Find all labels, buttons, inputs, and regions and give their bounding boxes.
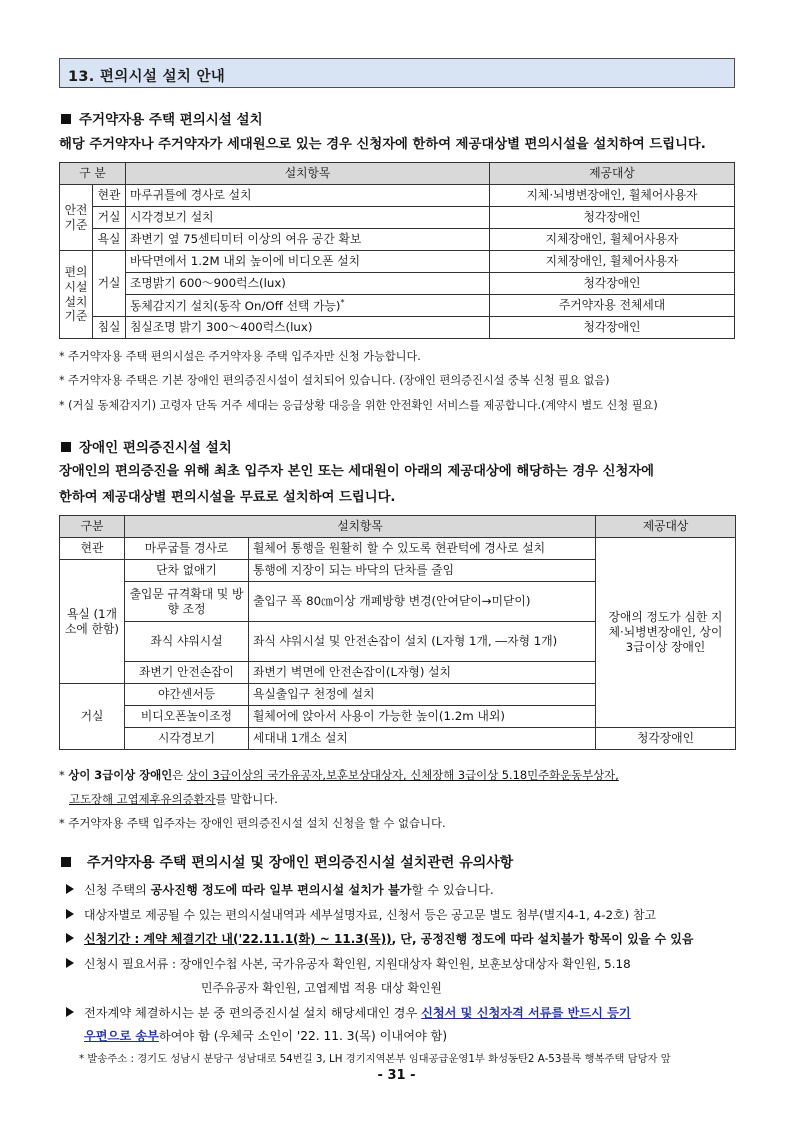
target-cell: 청각장애인 <box>490 273 735 295</box>
sec2-intro-line1: 장애인의 편의증진을 위해 최초 입주자 본인 또는 세대원이 아래의 제공대상에 해당하는 경우 신청자에 <box>59 464 655 479</box>
sec1-note: * 주거약자용 주택 편의시설은 주거약자용 주택 입주자만 신청 가능합니다. <box>59 350 421 363</box>
item-desc-cell: 통행에 지장이 되는 바닥의 단차를 줄임 <box>249 560 596 582</box>
group-label: 편의 시설 설치 기준 <box>60 251 93 339</box>
sec1-heading <box>61 108 263 128</box>
target-cell: 주거약자용 전체세대 <box>490 295 735 317</box>
notice-item-cont <box>84 1027 447 1044</box>
notice-text: 신청시 필요서류 : 장애인수첩 사본, 국가유공자 확인원, 지원대상자 확인원, 보훈보상대상자 확인원, 5.18 <box>84 957 631 971</box>
notice-highlight: 우편으로 송부 <box>84 1029 159 1043</box>
target-cell: 지체장애인, 휠체어사용자 <box>490 251 735 273</box>
notice-item <box>66 1004 631 1021</box>
sec2-heading-text: 장애인 편의증진시설 설치 <box>79 440 232 456</box>
sec2-heading <box>61 436 232 456</box>
header-cell: 설치항목 <box>126 163 490 185</box>
note-bold: 상이 3급이상 장애인 <box>68 768 173 782</box>
target-cell: 청각장애인 <box>596 728 736 750</box>
table-row <box>60 207 735 229</box>
table-header-row <box>60 516 736 538</box>
item-name-cell: 좌변기 안전손잡이 <box>125 662 249 684</box>
sec2-note1: * 상이 3급이상 장애인은 상이 3급이상의 국가유공자,보훈보상대상자, 신체장해 3급이상 5.18민주화운동부상자, <box>59 768 619 782</box>
arrow-bullet-icon <box>66 884 74 894</box>
place-cell: 현관 <box>93 185 126 207</box>
sec2-intro-line2: 한하여 제공대상별 편의시설을 무료로 설치하여 드립니다. <box>59 490 396 505</box>
header-cell: 구분 <box>60 516 125 538</box>
table-header-row <box>60 163 735 185</box>
table-row <box>60 251 735 273</box>
notice-item <box>66 955 631 972</box>
item-cell: 바닥면에서 1.2M 내외 높이에 비디오폰 설치 <box>126 251 490 273</box>
header-cell: 제공대상 <box>596 516 736 538</box>
table-row <box>60 273 735 295</box>
square-bullet-icon <box>61 114 71 124</box>
notice-text: 하여야 함 (우체국 소인이 '22. 11. 3(목) 이내여야 함) <box>158 1029 448 1043</box>
item-cell: 마루귀틀에 경사로 설치 <box>126 185 490 207</box>
target-cell: 청각장애인 <box>490 317 735 339</box>
section-title: 13. 편의시설 설치 안내 <box>68 69 226 85</box>
notice-text: , 단, 공정진행 정도에 따라 설치불가 항목이 있을 수 있음 <box>391 932 694 946</box>
item-name-cell: 시각경보기 <box>125 728 249 750</box>
sec1-intro: 해당 주거약자나 주거약자가 세대원으로 있는 경우 신청자에 한하여 제공대상별 편의시설을 설치하여 드립니다. <box>59 137 706 152</box>
item-desc-cell: 세대내 1개소 설치 <box>249 728 596 750</box>
sec1-note: * 주거약자용 주택은 기본 장애인 편의증진시설이 설치되어 있습니다. (장애인 편의증진시설 중복 신청 필요 없음) <box>59 374 610 387</box>
table-row <box>60 295 735 317</box>
item-cell: 좌변기 옆 75센티미터 이상의 여유 공간 확보 <box>126 229 490 251</box>
sec3-heading-text: 주거약자용 주택 편의시설 및 장애인 편의증진시설 설치관련 유의사항 <box>87 855 514 871</box>
notice-text: 할 수 있습니다. <box>411 883 494 897</box>
item-desc-cell: 욕실출입구 천정에 설치 <box>249 684 596 706</box>
sec1-heading-text: 주거약자용 주택 편의시설 설치 <box>79 112 263 128</box>
notice-text: 대상자별로 제공될 수 있는 편의시설내역과 세부설명자료, 신청서 등은 공고문 별도 첨부(별지4-1, 4-2호) 참고 <box>84 908 656 922</box>
notice-underline: 신청기간 : 계약 체결기간 내('22.11.1(화) ~ 11.3(목)) <box>84 932 392 946</box>
item-name-cell: 야간센서등 <box>125 684 249 706</box>
place-cell: 거실 <box>93 207 126 229</box>
section-title-box <box>59 58 735 88</box>
place-cell: 현관 <box>60 538 125 560</box>
note-text: 은 <box>172 768 184 782</box>
notice-highlight: 신청서 및 신청자격 서류를 반드시 등기 <box>421 1006 631 1020</box>
item-cell: 조명밝기 600～900럭스(lux) <box>126 273 490 295</box>
sec1-note: * (거실 동체감지기) 고령자 단독 거주 세대는 응급상황 대응을 위한 안전확인 서비스를 제공합니다.(계약시 별도 신청 필요) <box>59 399 658 412</box>
item-text: 동체감지기 설치(동작 On/Off 선택 가능) <box>130 298 341 313</box>
item-name-cell: 마루굽틀 경사로 <box>125 538 249 560</box>
arrow-bullet-icon <box>66 933 74 943</box>
mailing-address: * 발송주소 : 경기도 성남시 분당구 성남대로 54번길 3, LH 경기지역본부 임대공급운영1부 화성동탄2 A-53블록 행복주택 담당자 앞 <box>79 1053 671 1065</box>
item-desc-cell: 휠체어 통행을 원활히 할 수 있도록 현관턱에 경사로 설치 <box>249 538 596 560</box>
item-cell: 시각경보기 설치 <box>126 207 490 229</box>
item-desc-cell: 좌변기 벽면에 안전손잡이(L자형) 설치 <box>249 662 596 684</box>
note-text: 를 말합니다. <box>215 792 278 806</box>
note-underline: 고도장해 고엽제후유의증환자 <box>69 792 216 806</box>
group-label: 안전 기준 <box>60 185 93 251</box>
elderly-facility-table <box>59 162 735 339</box>
place-cell: 거실 <box>60 684 125 750</box>
table-row <box>60 538 736 560</box>
arrow-bullet-icon <box>66 1007 74 1017</box>
square-bullet-icon <box>61 857 71 867</box>
place-cell: 욕실 <box>93 229 126 251</box>
notice-text: 전자계약 체결하시는 분 중 편의증진시설 설치 해당세대인 경우 <box>84 1006 418 1020</box>
target-cell: 지체·뇌병변장애인, 휠체어사용자 <box>490 185 735 207</box>
page-number: - 31 - <box>377 1068 416 1083</box>
notice-text: 신청 주택의 <box>84 883 147 897</box>
item-desc-cell: 휠체어에 앉아서 사용이 가능한 높이(1.2m 내외) <box>249 706 596 728</box>
sec3-heading <box>61 852 513 872</box>
notice-bold: 공사진행 정도에 따라 일부 편의시설 설치가 불가 <box>150 883 412 897</box>
table-row <box>60 185 735 207</box>
item-name-cell: 비디오폰높이조정 <box>125 706 249 728</box>
place-cell: 욕실 (1개소에 한함) <box>60 560 125 684</box>
table-row <box>60 728 736 750</box>
item-cell: 침실조명 밝기 300～400럭스(lux) <box>126 317 490 339</box>
notice-item <box>66 881 494 898</box>
item-desc-cell: 좌식 샤워시설 및 안전손잡이 설치 (L자형 1개, ―자형 1개) <box>249 622 596 662</box>
notice-item <box>66 906 656 923</box>
notice-item-cont: 민주유공자 확인원, 고엽제법 적용 대상 확인원 <box>201 981 442 995</box>
item-desc-cell: 출입구 폭 80㎝이상 개폐방향 변경(안여닫이→미닫이) <box>249 582 596 622</box>
square-bullet-icon <box>61 442 71 452</box>
disability-facility-table <box>59 515 736 750</box>
table-row <box>60 229 735 251</box>
item-cell <box>126 295 490 317</box>
arrow-bullet-icon <box>66 909 74 919</box>
item-name-cell: 좌식 샤워시설 <box>125 622 249 662</box>
place-cell: 침실 <box>93 317 126 339</box>
item-name-cell: 단차 없애기 <box>125 560 249 582</box>
target-cell: 장애의 정도가 심한 지체·뇌병변장애인, 상이 3급이상 장애인 <box>596 538 736 728</box>
header-cell: 제공대상 <box>490 163 735 185</box>
place-cell: 거실 <box>93 251 126 317</box>
target-cell: 청각장애인 <box>490 207 735 229</box>
note-underline: 상이 3급이상의 국가유공자,보훈보상대상자, 신체장해 3급이상 5.18민주화운동부상자, <box>186 768 619 782</box>
footnote-mark: * <box>340 297 345 307</box>
table-row <box>60 317 735 339</box>
target-cell: 지체장애인, 휠체어사용자 <box>490 229 735 251</box>
header-cell: 설치항목 <box>125 516 596 538</box>
sec2-note1-cont <box>69 791 278 807</box>
header-cell: 구 분 <box>60 163 126 185</box>
item-name-cell: 출입문 규격확대 및 방향 조정 <box>125 582 249 622</box>
sec2-note2: * 주거약자용 주택 입주자는 장애인 편의증진시설 설치 신청을 할 수 없습니다. <box>59 816 446 830</box>
notice-item <box>66 930 693 947</box>
arrow-bullet-icon <box>66 958 74 968</box>
